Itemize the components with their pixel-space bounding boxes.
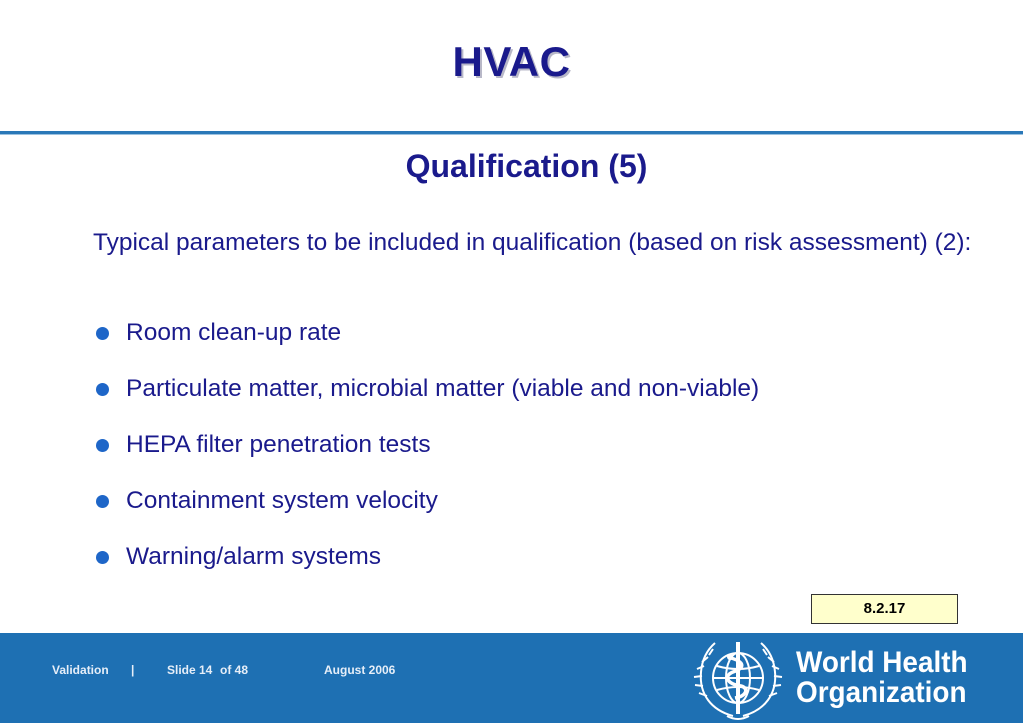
footer-bar — [0, 633, 1023, 723]
who-emblem-icon — [693, 636, 783, 722]
intro-text: Typical parameters to be included in qualification (based on risk assessment) (2): — [93, 229, 972, 256]
who-name-line2: Organization — [796, 676, 967, 709]
footer-date: August 2006 — [324, 663, 396, 677]
footer-section: Validation — [52, 663, 109, 677]
bullet-item-containment-velocity — [93, 484, 759, 540]
bullet-text: HEPA filter penetration tests — [126, 431, 431, 458]
bullet-text: Containment system velocity — [126, 487, 438, 514]
title-divider-shadow — [0, 134, 1023, 135]
footer-slide-number: Slide 14 — [167, 663, 213, 677]
bullet-item-warning-alarm — [93, 540, 759, 596]
bullet-list — [93, 316, 759, 596]
bullet-dot-icon — [96, 551, 109, 564]
footer-slide-total: of 48 — [220, 663, 249, 677]
bullet-item-clean-up-rate — [93, 316, 759, 372]
bullet-dot-icon — [96, 383, 109, 396]
footer-separator: | — [131, 663, 135, 677]
bullet-dot-icon — [96, 495, 109, 508]
slide-reference-box: 8.2.17 — [811, 594, 958, 624]
bullet-text: Room clean-up rate — [126, 319, 342, 346]
who-name-line1: World Health — [796, 646, 968, 679]
bullet-text: Warning/alarm systems — [126, 543, 382, 570]
bullet-text: Particulate matter, microbial matter (viable and non-viable) — [126, 375, 760, 402]
bullet-dot-icon — [96, 439, 109, 452]
bullet-item-particulate-matter — [93, 372, 759, 428]
slide-title: HVAC — [452, 38, 571, 85]
bullet-dot-icon — [96, 327, 109, 340]
slide-subtitle: Qualification (5) — [405, 148, 648, 184]
bullet-item-hepa-tests — [93, 428, 759, 484]
